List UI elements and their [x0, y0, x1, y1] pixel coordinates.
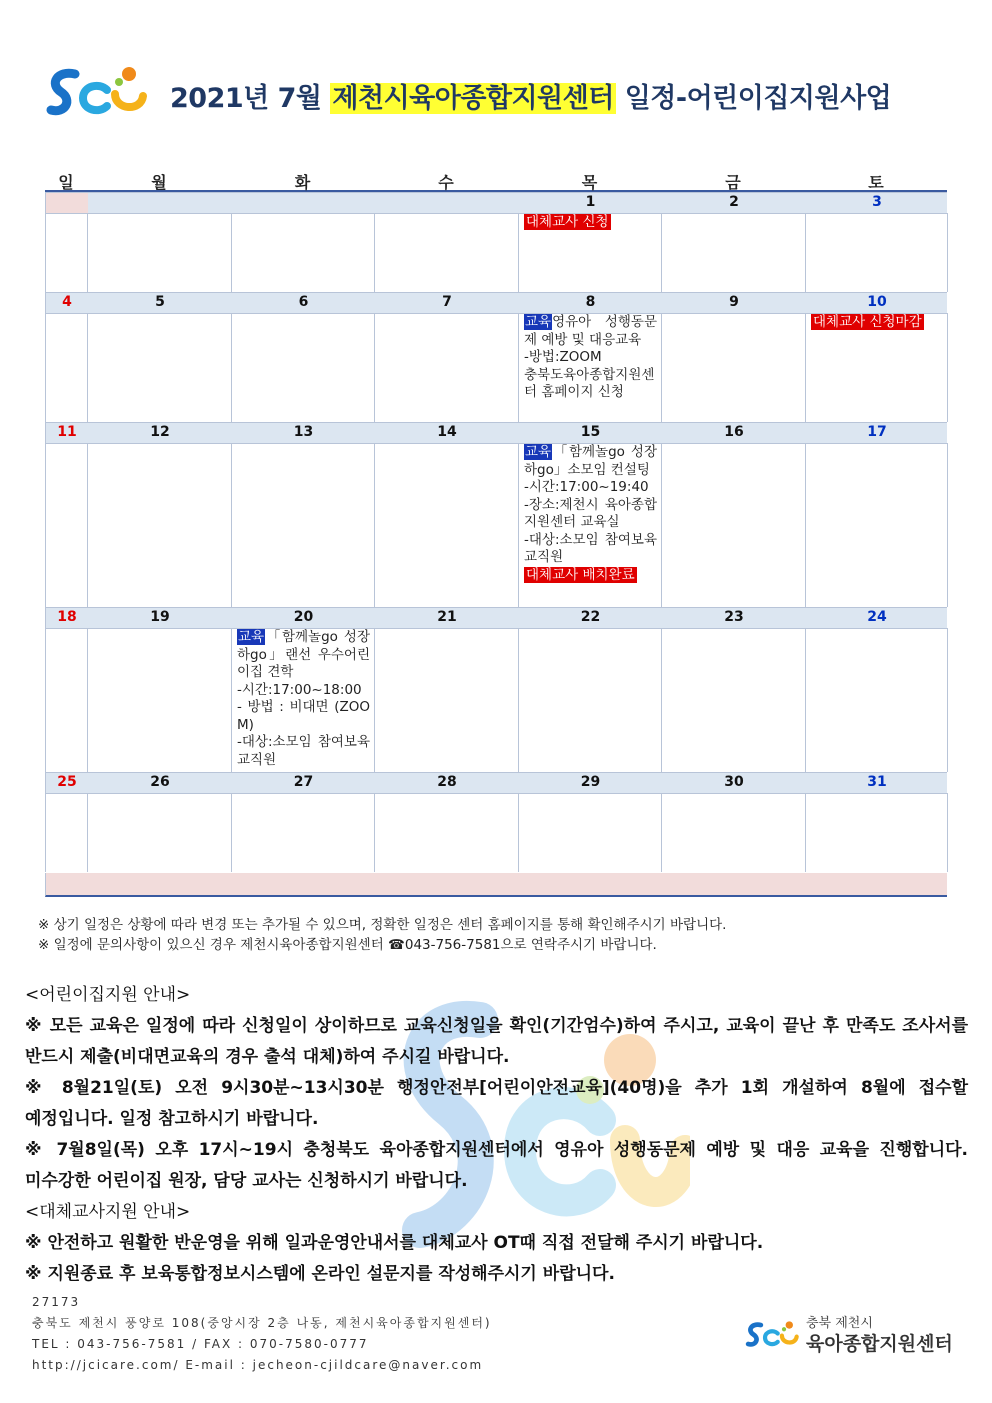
date-number-row: [46, 422, 947, 444]
schedule-notes: [38, 915, 726, 955]
guide-heading-substitute: <대체교사지원 안내>: [25, 1202, 191, 1222]
calendar-week: [45, 292, 947, 422]
day-cell[interactable]: [662, 628, 806, 772]
event-description: 「함께놀go 성장하go」랜선 우수어린이집 견학 -시간:17:00~18:00 - 방법 : 비대면 (ZOOM) -대상:소모임 참여보육교직원: [237, 629, 370, 768]
footer-logo-name: 육아종합지원센터: [806, 1333, 953, 1355]
calendar-footer-bar: [45, 873, 947, 897]
date-number: 18: [57, 609, 77, 625]
monthly-calendar: [45, 170, 947, 872]
day-cell[interactable]: [232, 793, 375, 872]
day-cell[interactable]: [519, 628, 662, 772]
day-cell[interactable]: [88, 313, 232, 422]
date-number: 5: [155, 294, 165, 310]
footer-address: 충북도 제천시 풍양로 108(중앙시장 2층 나동, 제천시육아종합지원센터): [32, 1316, 492, 1330]
calendar-week: [45, 607, 947, 772]
date-number: 31: [867, 774, 887, 790]
day-cell[interactable]: [46, 443, 88, 607]
date-number: 17: [867, 424, 887, 440]
note-line: ※ 일정에 문의사항이 있으신 경우 제천시육아종합지원센터 ☎043-756-7581으로 연락주시기 바랍니다.: [38, 937, 657, 953]
weekday-label: 월: [151, 173, 167, 192]
footer-zip: 27173: [32, 1295, 81, 1309]
date-number: 11: [57, 424, 77, 440]
date-number: 13: [293, 424, 314, 440]
day-cell[interactable]: [806, 313, 948, 422]
weekday-label: 일: [58, 173, 74, 192]
status-event-badge[interactable]: 대체교사 배치완료: [526, 566, 635, 583]
date-number: 8: [585, 294, 596, 310]
day-cell[interactable]: [88, 793, 232, 872]
date-number: 3: [872, 194, 882, 210]
day-cell[interactable]: [806, 793, 948, 872]
day-cell[interactable]: [375, 443, 519, 607]
event-category-tag: 교육: [238, 629, 265, 645]
date-number-row: [46, 772, 947, 794]
weekday-label: 화: [294, 173, 311, 192]
day-cell[interactable]: [806, 628, 948, 772]
day-cell[interactable]: [46, 213, 88, 292]
page-header: [45, 60, 955, 140]
date-number: 30: [724, 774, 744, 790]
guide-heading-daycare: <어린이집지원 안내>: [25, 985, 191, 1005]
guide-item: ※ 7월8일(목) 오후 17시~19시 충청북도 육아종합지원센터에서 영유아 성행동문제 예방 및 대응 교육을 진행합니다. 미수강한 어린이집 원장, 담당 교사는 신청하시기 바랍니다.: [25, 1140, 968, 1191]
date-number-row: [46, 192, 947, 214]
event-category-tag: 교육: [525, 444, 552, 460]
page-title: [170, 76, 891, 115]
day-cell[interactable]: [88, 443, 232, 607]
weekday-label: 금: [725, 173, 741, 192]
day-cell[interactable]: [375, 313, 519, 422]
page-footer: [32, 1292, 492, 1376]
day-cell[interactable]: [375, 793, 519, 872]
date-number: 29: [580, 774, 601, 790]
event-description: 영유아 성행동문제 예방 및 대응교육 -방법:ZOOM 충북도육아종합지원센터 홈페이지 신청: [524, 314, 657, 400]
date-number: 2: [729, 194, 739, 210]
guide-item: ※ 8월21일(토) 오전 9시30분~13시30분 행정안전부[어린이안전교육](40명)을 추가 1회 개설하여 8월에 접수할 예정입니다. 일정 참고하시기 바랍니다.: [25, 1078, 968, 1129]
date-number: 15: [580, 424, 601, 440]
day-cell[interactable]: [519, 793, 662, 872]
weekday-label: 목: [581, 173, 598, 192]
day-cell[interactable]: [662, 213, 806, 292]
calendar-week: [45, 772, 947, 872]
day-cell[interactable]: [662, 793, 806, 872]
date-number: 21: [437, 609, 457, 625]
date-number: 23: [724, 609, 744, 625]
day-cell[interactable]: [662, 313, 806, 422]
guide-section: [25, 980, 968, 1290]
day-cell[interactable]: [88, 628, 232, 772]
guide-item: ※ 안전하고 원활한 반운영을 위해 일과운영안내서를 대체교사 OT때 직접 전달해 주시기 바랍니다.: [25, 1233, 764, 1253]
footer-web: http://jcicare.com/ E-mail : jecheon-cjildcare@naver.com: [32, 1358, 484, 1372]
title-suffix: 일정-어린이집지원사업: [624, 83, 892, 114]
date-number: 12: [150, 424, 170, 440]
weekday-label: 토: [868, 173, 884, 192]
date-number: [46, 193, 88, 213]
date-number: 28: [437, 774, 457, 790]
footer-logo: [745, 1312, 953, 1356]
day-cell[interactable]: [46, 313, 88, 422]
date-number: 10: [867, 294, 887, 310]
date-number: 26: [150, 774, 170, 790]
date-number: 7: [442, 294, 452, 310]
date-number: 14: [437, 424, 457, 440]
date-number-row: [46, 292, 947, 314]
day-cell[interactable]: [46, 793, 88, 872]
date-number: 4: [62, 294, 72, 310]
day-cell[interactable]: [519, 443, 662, 607]
date-number: 6: [298, 294, 309, 310]
date-number: 24: [867, 609, 887, 625]
day-cell[interactable]: [232, 213, 375, 292]
day-cell[interactable]: [806, 213, 948, 292]
day-cell[interactable]: [88, 213, 232, 292]
date-number: 9: [729, 294, 739, 310]
day-cell[interactable]: [375, 213, 519, 292]
day-cell[interactable]: [519, 213, 662, 292]
day-cell[interactable]: [232, 443, 375, 607]
calendar-week: [45, 422, 947, 607]
guide-item: ※ 모든 교육은 일정에 따라 신청일이 상이하므로 교육신청일을 확인(기간엄수)하여 주시고, 교육이 끝난 후 만족도 조사서를 반드시 제출(비대면교육의 경우 출석 대체)하여 주시길 바랍니다.: [25, 1016, 968, 1067]
title-prefix: 2021년 7월: [170, 83, 322, 114]
footer-phone: TEL : 043-756-7581 / FAX : 070-7580-0777: [32, 1337, 369, 1351]
footer-logo-icon: [745, 1314, 803, 1354]
weekday-label: 수: [438, 173, 454, 192]
note-line: ※ 상기 일정은 상황에 따라 변경 또는 추가될 수 있으며, 정확한 일정은 센터 홈페이지를 통해 확인해주시기 바랍니다.: [38, 917, 727, 933]
event-category-tag: 교육: [525, 314, 552, 330]
status-event-badge[interactable]: 대체교사 신청마감: [813, 314, 922, 330]
date-number: 20: [293, 609, 314, 625]
day-cell[interactable]: [375, 628, 519, 772]
day-cell[interactable]: [806, 443, 948, 607]
date-number: 16: [724, 424, 744, 440]
center-logo-icon: [45, 60, 155, 122]
calendar-week: [45, 192, 947, 292]
education-event[interactable]: [524, 444, 657, 567]
date-number: 19: [150, 609, 170, 625]
date-number: 27: [293, 774, 314, 790]
education-event[interactable]: [237, 629, 370, 769]
event-description: 「함께놀go 성장하go」소모임 컨설팅 -시간:17:00~19:40 -장소:제천시 육아종합지원센터 교육실 -대상:소모임 참여보육교직원: [524, 444, 657, 565]
guide-item: ※ 지원종료 후 보육통합정보시스템에 온라인 설문지를 작성해주시기 바랍니다.: [25, 1264, 615, 1284]
weekday-header-row: [45, 170, 947, 192]
day-cell[interactable]: [46, 628, 88, 772]
day-cell[interactable]: [232, 628, 375, 772]
date-number: 22: [580, 609, 601, 625]
date-number-row: [46, 607, 947, 629]
status-event-badge[interactable]: 대체교사 신청: [526, 214, 609, 230]
day-cell[interactable]: [232, 313, 375, 422]
title-highlight: 제천시육아종합지원센터: [332, 83, 614, 114]
day-cell[interactable]: [662, 443, 806, 607]
date-number: 1: [585, 194, 596, 210]
date-number: 25: [57, 774, 77, 790]
footer-logo-subtitle: 충북 제천시: [806, 1316, 873, 1331]
education-event[interactable]: [524, 314, 657, 402]
day-cell[interactable]: [519, 313, 662, 422]
